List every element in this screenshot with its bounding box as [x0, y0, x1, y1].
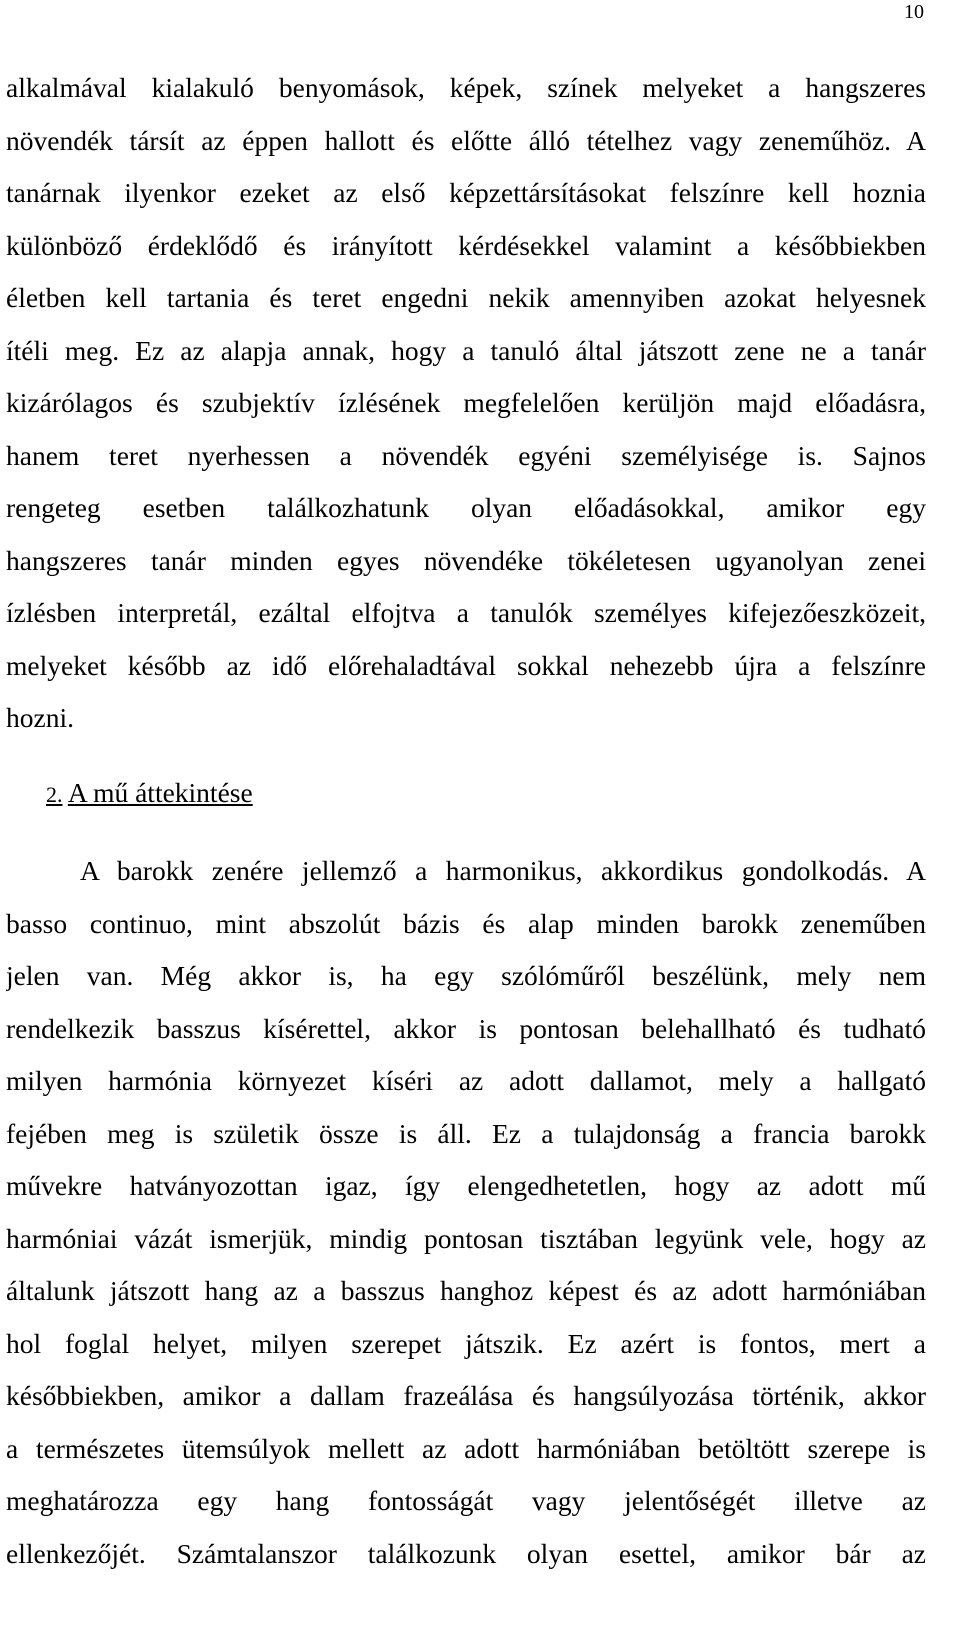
paragraph-line: különböző érdeklődő és irányított kérdésekkel valamint a későbbiekben: [6, 229, 926, 261]
paragraph-2: [6, 845, 926, 1580]
paragraph-line: melyeket később az idő előrehaladtával sokkal nehezebb újra a felszínre: [6, 649, 926, 681]
paragraph-line: hangszeres tanár minden egyes növendéke tökéletesen ugyanolyan zenei: [6, 544, 926, 576]
document-body: [6, 62, 926, 1580]
section-heading: [6, 767, 926, 820]
paragraph-line: tanárnak ilyenkor ezeket az első képzettársításokat felszínre kell hoznia: [6, 177, 926, 208]
paragraph-line: A barokk zenére jellemző a harmonikus, akkordikus gondolkodás. A: [80, 855, 926, 886]
section-title: A mű áttekintése: [67, 776, 253, 808]
paragraph-line: rengeteg esetben találkozhatunk olyan előadásokkal, amikor egy: [6, 492, 926, 523]
paragraph-line: hozni.: [6, 702, 74, 733]
paragraph-line: milyen harmónia környezet kíséri az adott dallamot, mely a hallgató: [6, 1065, 926, 1096]
paragraph-line: életben kell tartania és teret engedni nekik amennyiben azokat helyesnek: [6, 282, 926, 313]
paragraph-1: [6, 62, 926, 745]
paragraph-line: alkalmával kialakuló benyomások, képek, színek melyeket a hangszeres: [6, 72, 926, 103]
paragraph-line: általunk játszott hang az a basszus hanghoz képest és az adott harmóniában: [6, 1275, 926, 1306]
page-number: 10: [904, 1, 924, 23]
paragraph-line: hanem teret nyerhessen a növendék egyéni személyisége is. Sajnos: [6, 439, 926, 471]
paragraph-line: későbbiekben, amikor a dallam frazeálása és hangsúlyozása történik, akkor: [6, 1380, 926, 1411]
paragraph-line: ízlésben interpretál, ezáltal elfojtva a tanulók személyes kifejezőeszközeit,: [6, 597, 926, 628]
paragraph-line: ellenkezőjét. Számtalanszor találkozunk olyan esettel, amikor bár az: [6, 1537, 926, 1569]
paragraph-line: rendelkezik basszus kísérettel, akkor is pontosan belehallható és tudható: [6, 1012, 926, 1044]
paragraph-line: művekre hatványozottan igaz, így elengedhetetlen, hogy az adott mű: [6, 1170, 926, 1201]
paragraph-line: jelen van. Még akkor is, ha egy szólóműről beszélünk, mely nem: [6, 960, 926, 991]
paragraph-line: basso continuo, mint abszolút bázis és alap minden barokk zeneműben: [6, 907, 926, 939]
section-number: 2.: [46, 781, 63, 807]
paragraph-line: kizárólagos és szubjektív ízlésének megfelelően kerüljön majd előadásra,: [6, 387, 926, 418]
paragraph-line: hol foglal helyet, milyen szerepet játszik. Ez azért is fontos, mert a: [6, 1327, 926, 1359]
paragraph-line: fejében meg is születik össze is áll. Ez a tulajdonság a francia barokk: [6, 1117, 926, 1149]
paragraph-line: növendék társít az éppen hallott és előtte álló tételhez vagy zeneműhöz. A: [6, 124, 926, 156]
paragraph-line: harmóniai vázát ismerjük, mindig pontosan tisztában legyünk vele, hogy az: [6, 1222, 926, 1254]
paragraph-line: ítéli meg. Ez az alapja annak, hogy a tanuló által játszott zene ne a tanár: [6, 334, 926, 366]
paragraph-line: meghatározza egy hang fontosságát vagy jelentőségét illetve az: [6, 1485, 926, 1516]
paragraph-line: a természetes ütemsúlyok mellett az adott harmóniában betöltött szerepe is: [6, 1432, 926, 1464]
